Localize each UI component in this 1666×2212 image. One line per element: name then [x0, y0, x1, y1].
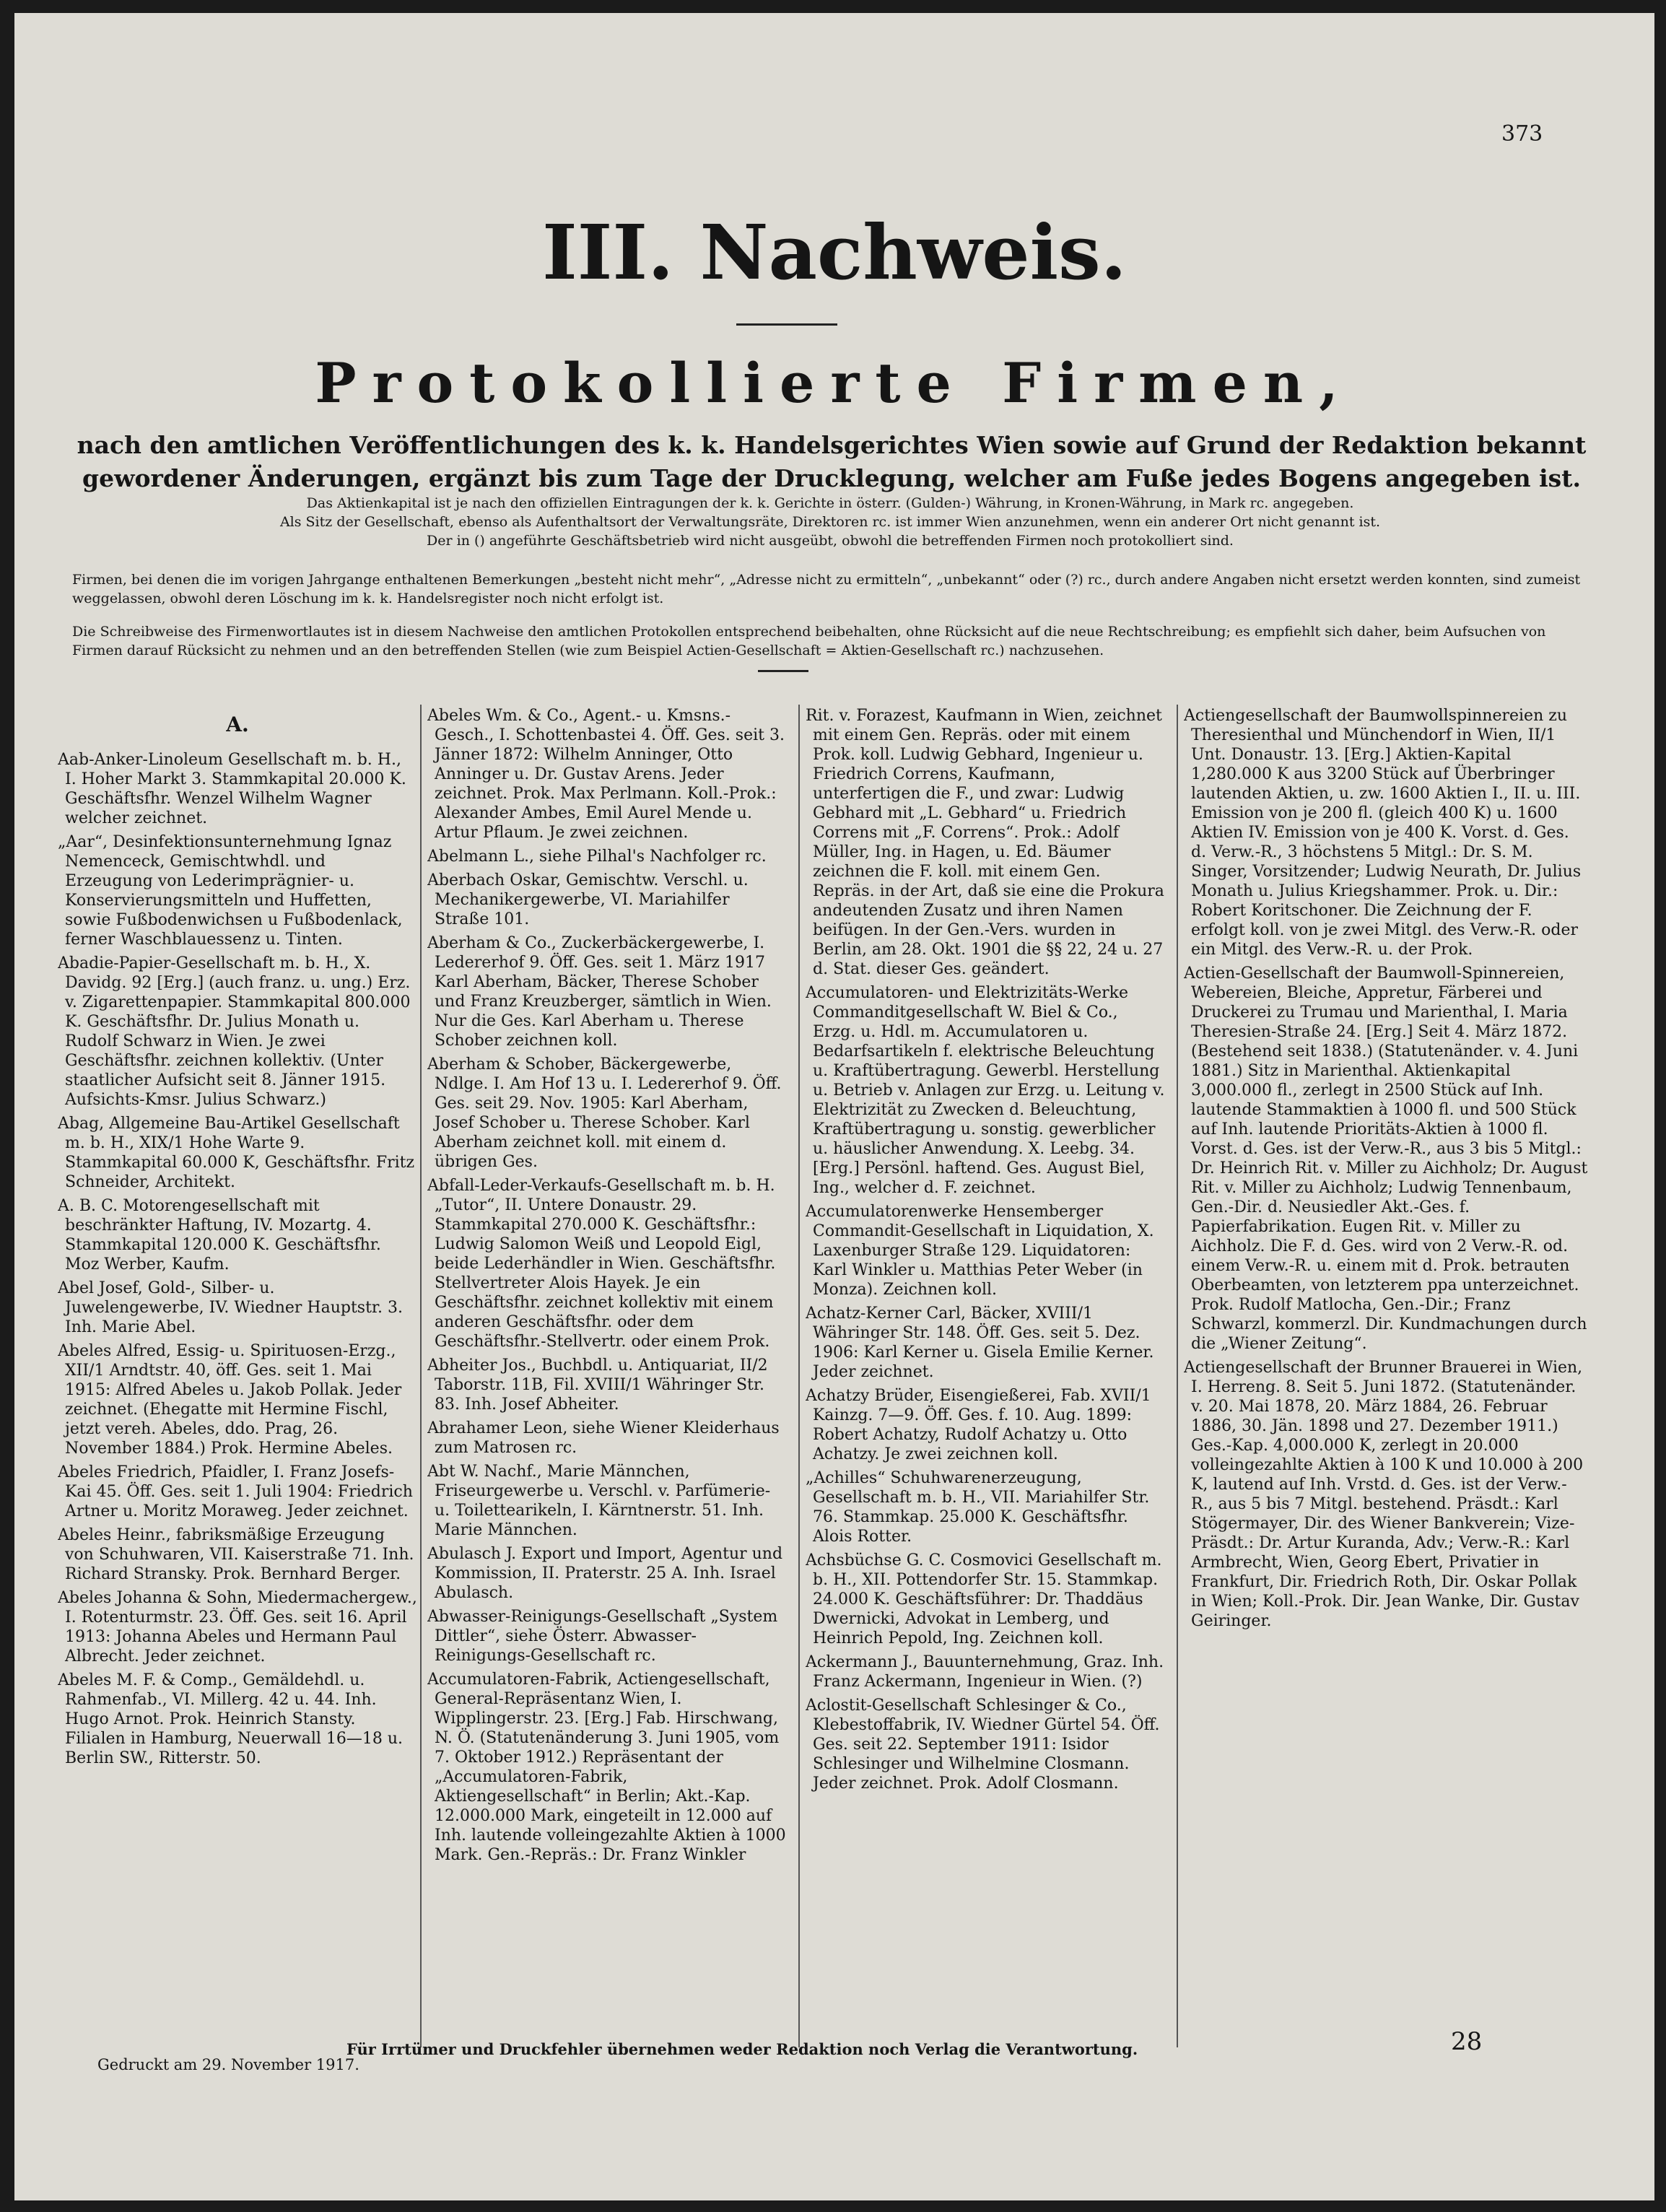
firm-entry: Abeles Wm. & Co., Agent.- u. Kmsns.-Gesch., I. Schottenbastei 4. Öff. Ges. seit 3. Jänner 1872: Wilhelm Anninger, Otto Anninger u. Dr. Gustav Arens. Jeder zeichnet. Prok. Max Perlmann. Koll.-Prok.: Alexander Ambes, Emil Aurel Mende u. Artur Pflaum. Je zwei zeichnen.	[427, 707, 785, 842]
firm-entry: Abulasch J. Export und Import, Agentur und Kommission, II. Praterstr. 25 A. Inh. Israel Abulasch.	[427, 1545, 783, 1602]
footer-disclaimer: Für Irrtümer und Druckfehler übernehmen weder Redaktion noch Verlag die Verantwortung.	[346, 2040, 1138, 2058]
firm-entry: Aberbach Oskar, Gemischtw. Verschl. u. Mechanikergewerbe, VI. Mariahilfer Straße 101.	[427, 871, 749, 928]
firm-entry: A. B. C. Motorengesellschaft mit beschränkter Haftung, IV. Mozartg. 4. Stammkapital 120.000 K. Geschäftsfhr. Moz Werber, Kaufm.	[58, 1197, 381, 1273]
firm-entry: Ackermann J., Bauunternehmung, Graz. Inh. Franz Ackermann, Ingenieur in Wien. (?)	[806, 1653, 1164, 1691]
note-line: Als Sitz der Gesellschaft, ebenso als Aufenthaltsort der Verwaltungsräte, Direktoren rc. ist immer Wien anzunehmen, wenn ein anderer Ort nicht genannt ist.	[279, 514, 1381, 530]
entries-column-2	[427, 706, 787, 2029]
firm-entry: Abeles Heinr., fabriksmäßige Erzeugung von Schuhwaren, VII. Kaiserstraße 71. Inh. Richard Stransky. Prok. Bernhard Berger.	[58, 1526, 414, 1583]
sheet-number: 28	[1451, 2027, 1483, 2056]
firm-entry: Abeles M. F. & Comp., Gemäldehdl. u. Rahmenfab., VI. Millerg. 42 u. 44. Inh. Hugo Arnot. Prok. Heinrich Stansty. Filialen in Hamburg, Neuerwall 16—18 u. Berlin SW., Ritterstr. 50.	[58, 1671, 404, 1767]
firm-entry: Abt W. Nachf., Marie Männchen, Friseurgewerbe u. Verschl. v. Parfümerie- u. Toilettearikeln, I. Kärntnerstr. 51. Inh. Marie Männchen.	[427, 1463, 771, 1539]
section-letter: A.	[226, 713, 249, 736]
page-number: 373	[1501, 121, 1543, 147]
entries-column-1	[58, 706, 417, 2029]
column-divider	[798, 705, 800, 2047]
firm-entry: Accumulatorenwerke Hensemberger Commandit-Gesellschaft in Liquidation, X. Laxenburger Straße 129. Liquidatoren: Karl Winkler u. Matthias Peter Weber (in Monza). Zeichnen koll.	[806, 1203, 1154, 1299]
firm-entry: Accumulatoren- und Elektrizitäts-Werke Commanditgesellschaft W. Biel & Co., Erzg. u. Hdl. m. Accumulatoren u. Bedarfsartikeln f. elektrische Beleuchtung u. Kraftübertragung. Gewerbl. Herstellung u. Betrieb v. Anlagen zur Erzg. u. Leitung v. Elektrizität zu Zwecken d. Beleuchtung, Kraftübertragung u. sonstig. gewerblicher u. häuslicher Anwendung. X. Leebg. 34. [Erg.] Persönl. haftend. Ges. August Biel, Ing., welcher d. F. zeichnet.	[806, 984, 1165, 1197]
section-rule	[758, 670, 808, 672]
page-title: III. Nachweis.	[542, 208, 1127, 297]
firm-entry: Abeles Alfred, Essig- u. Spirituosen-Erzg., XII/1 Arndtstr. 40, öff. Ges. seit 1. Mai 1915: Alfred Abeles u. Jakob Pollak. Jeder zeichnet. (Ehegatte mit Hermine Fischl, jetzt vereh. Abeles, ddo. Prag, 26. November 1884.) Prok. Hermine Abeles.	[58, 1342, 402, 1458]
entries-column-3	[806, 706, 1165, 2029]
note-line: Das Aktienkapital ist je nach den offiziellen Eintragungen der k. k. Gerichte in österr. (Gulden-) Währung, in Kronen-Währung, in Mark rc. angegeben.	[306, 495, 1354, 511]
firm-entry: Abadie-Papier-Gesellschaft m. b. H., X. Davidg. 92 [Erg.] (auch franz. u. ung.) Erz. v. Zigarettenpapier. Stammkapital 800.000 K. Geschäftsfhr. Dr. Julius Monath u. Rudolf Schwarz in Wien. Je zwei Geschäftsfhr. zeichnen kollektiv. (Unter staatlicher Aufsicht seit 8. Jänner 1915. Aufsichts-Kmsr. Julius Schwarz.)	[58, 954, 411, 1109]
column-divider	[1177, 705, 1178, 2047]
entries-column-4	[1184, 706, 1588, 2029]
document-page	[14, 13, 1654, 2200]
firm-entry: Aclostit-Gesellschaft Schlesinger & Co., Klebestoffabrik, IV. Wiedner Gürtel 54. Öff. Ges. seit 22. September 1911: Isidor Schlesinger und Wilhelmine Closmann. Jeder zeichnet. Prok. Adolf Closmann.	[806, 1697, 1160, 1793]
section-subtitle: Protokollierte Firmen,	[315, 351, 1354, 415]
firm-entry: Abrahamer Leon, siehe Wiener Kleiderhaus zum Matrosen rc.	[427, 1419, 780, 1457]
firm-entry: Abwasser-Reinigungs-Gesellschaft „System Dittler“, siehe Österr. Abwasser-Reinigungs-Gesellschaft rc.	[427, 1608, 778, 1665]
firm-entry: Aab-Anker-Linoleum Gesellschaft m. b. H., I. Hoher Markt 3. Stammkapital 20.000 K. Geschäftsfhr. Wenzel Wilhelm Wagner welcher zeichnet.	[58, 751, 406, 827]
firm-entry: „Aar“, Desinfektionsunternehmung Ignaz Nemenceck, Gemischtwhdl. und Erzeugung von Lederimprägnier- u. Konservierungsmitteln und Huffetten, sowie Fußbodenwichsen u Fußbodenlack, ferner Waschblauessenz u. Tinten.	[58, 833, 403, 949]
firm-entry: Actien-Gesellschaft der Baumwoll-Spinnereien, Webereien, Bleiche, Appretur, Färberei und Druckerei zu Trumau und Marienthal, I. Maria Theresien-Straße 24. [Erg.] Seit 4. März 1872. (Bestehend seit 1838.) (Statutenänder. v. 4. Juni 1881.) Sitz in Marienthal. Aktienkapital 3,000.000 fl., zerlegt in 2500 Stück auf Inh. lautende Stammaktien à 1000 fl. und 500 Stück auf Inh. lautende Prioritäts-Aktien à 1000 fl. Vorst. d. Ges. ist der Verw.-R., aus 3 bis 5 Mitgl.: Dr. Heinrich Rit. v. Miller zu Aichholz; Dr. August Rit. v. Miller zu Aichholz; Ludwig Tennenbaum, Gen.-Dir. d. Neusiedler Akt.-Ges. f. Papierfabrikation. Eugen Rit. v. Miller zu Aichholz. Die F. d. Ges. wird von 2 Verw.-R. od. einem Verw.-R. u. einem mit d. Prok. betrauten Oberbeamten, von letzterem ppa unterzeichnet. Prok. Rudolf Matlocha, Gen.-Dir.; Franz Schwarzl, kommerzl. Dir. Kundmachungen durch die „Wiener Zeitung“.	[1184, 965, 1588, 1353]
firm-entry: Rit. v. Forazest, Kaufmann in Wien, zeichnet mit einem Gen. Repräs. oder mit einem Prok. koll. Ludwig Gebhard, Ingenieur u. Friedrich Correns, Kaufmann, unterfertigen die F., und zwar: Ludwig Gebhard mit „L. Gebhard“ u. Friedrich Correns mit „F. Correns“. Prok.: Adolf Müller, Ing. in Hagen, u. Ed. Bäumer zeichnen die F. koll. mit einem Gen. Repräs. in der Art, daß sie eine die Prokura andeutenden Zusatz und ihren Namen beifügen. In der Gen.-Vers. wurden in Berlin, am 28. Okt. 1901 die §§ 22, 24 u. 27 d. Stat. dieser Ges. geändert.	[806, 707, 1164, 978]
firm-entry: Abeles Johanna & Sohn, Miedermachergew., I. Rotenturmstr. 23. Öff. Ges. seit 16. April 1913: Johanna Abeles und Hermann Paul Albrecht. Jeder zeichnet.	[58, 1589, 417, 1665]
editorial-notes	[101, 494, 1559, 550]
title-rule	[736, 323, 837, 326]
column-divider	[420, 705, 422, 2047]
note-omitted-firms: Firmen, bei denen die im vorigen Jahrgange enthaltenen Bemerkungen „besteht nicht mehr“, „Adresse nicht zu ermitteln“, „unbekannt“ oder (?) rc., durch andere Angaben nicht ersetzt werden konnten, sind zumeist weggelassen, obwohl deren Löschung im k. k. Handelsregister noch nicht erfolgt ist.	[72, 572, 1581, 606]
firm-entry: Actiengesellschaft der Baumwollspinnereien zu Theresienthal und Münchendorf in Wien, II/1 Unt. Donaustr. 13. [Erg.] Aktien-Kapital 1,280.000 K aus 3200 Stück auf Überbringer lautenden Aktien, u. zw. 1600 Aktien I., II. u. III. Emission von je 200 fl. (gleich 400 K) u. 1600 Aktien IV. Emission von je 400 K. Vorst. d. Ges. d. Verw.-R., 3 höchstens 5 Mitgl.: Dr. S. M. Singer, Vorsitzender; Ludwig Neurath, Dr. Julius Monath u. Julius Kriegshammer. Prok. u. Dir.: Robert Koritschoner. Die Zeichnung der F. erfolgt koll. von je zwei Mitgl. des Verw.-R. oder ein Mitgl. des Verw.-R. u. der Prok.	[1184, 707, 1582, 959]
firm-entry: Actiengesellschaft der Brunner Brauerei in Wien, I. Herreng. 8. Seit 5. Juni 1872. (Statutenänder. v. 20. Mai 1878, 20. März 1884, 26. Februar 1886, 30. Jän. 1898 und 27. Dezember 1911.) Ges.-Kap. 4,000.000 K, zerlegt in 20.000 volleingezahlte Aktien à 100 K und 10.000 à 200 K, lautend auf Inh. Vrstd. d. Ges. ist der Verw.-R., aus 5 bis 7 Mitgl. bestehend. Präsdt.: Karl Stögermayer, Dir. des Wiener Bankverein; Vize-Präsdt.: Dr. Artur Kuranda, Adv.; Verw.-R.: Karl Armbrecht, Wien, Georg Ebert, Privatier in Frankfurt, Dir. Friedrich Roth, Dir. Oskar Pollak in Wien; Koll.-Prok. Dir. Jean Wanke, Dir. Gustav Geiringer.	[1184, 1359, 1584, 1630]
firm-entry: Abeles Friedrich, Pfaidler, I. Franz Josefs-Kai 45. Öff. Ges. seit 1. Juli 1904: Friedrich Artner u. Moritz Moraweg. Jeder zeichnet.	[58, 1463, 413, 1520]
note-spelling: Die Schreibweise des Firmenwortlautes ist in diesem Nachweise den amtlichen Protokollen entsprechend beibehalten, ohne Rücksicht auf die neue Rechtschreibung; es empfiehlt sich daher, beim Aufsuchen von Firmen darauf Rücksicht zu nehmen und an den betreffenden Stellen (wie zum Beispiel Actien-Gesellschaft = Aktien-Gesellschaft rc.) nachzusehen.	[72, 624, 1546, 658]
intro-text: nach den amtlichen Veröffentlichungen des k. k. Handelsgerichtes Wien sowie auf Grund der Redaktion bekannt gewordener Änderungen, ergänzt bis zum Tage der Drucklegung, welcher am Fuße jedes Bogens angegeben ist.	[77, 431, 1587, 492]
firm-entry: Abheiter Jos., Buchbdl. u. Antiquariat, II/2 Taborstr. 11B, Fil. XVIII/1 Währinger Str. 83. Inh. Josef Abheiter.	[427, 1357, 768, 1414]
note-line: Der in () angeführte Geschäftsbetrieb wird nicht ausgeübt, obwohl die betreffenden Firmen noch protokolliert sind.	[427, 533, 1234, 549]
firm-entry: Abfall-Leder-Verkaufs-Gesellschaft m. b. H. „Tutor“, II. Untere Donaustr. 29. Stammkapital 270.000 K. Geschäftsfhr.: Ludwig Salomon Weiß und Leopold Eigl, beide Lederhändler in Wien. Geschäftsfhr. Stellvertreter Alois Hayek. Je ein Geschäftsfhr. zeichnet kollektiv mit einem anderen Geschäftsfhr. oder dem Geschäftsfhr.-Stellvertr. oder einem Prok.	[427, 1177, 776, 1351]
firm-entry: Accumulatoren-Fabrik, Actiengesellschaft, General-Repräsentanz Wien, I. Wipplingerstr. 23. [Erg.] Fab. Hirschwang, N. Ö. (Statutenänderung 3. Juni 1905, vom 7. Oktober 1912.) Repräsentant der „Accumulatoren-Fabrik, Aktiengesellschaft“ in Berlin; Akt.-Kap. 12.000.000 Mark, eingeteilt in 12.000 auf Inh. lautende volleingezahlte Aktien à 1000 Mark. Gen.-Repräs.: Dr. Franz Winkler	[427, 1671, 786, 1864]
firm-entry: Aberham & Schober, Bäckergewerbe, Ndlge. I. Am Hof 13 u. I. Ledererhof 9. Öff. Ges. seit 29. Nov. 1905: Karl Aberham, Josef Schober u. Therese Schober. Karl Aberham zeichnet koll. mit einem d. übrigen Ges.	[427, 1055, 782, 1171]
firm-entry: Abel Josef, Gold-, Silber- u. Juwelengewerbe, IV. Wiedner Hauptstr. 3. Inh. Marie Abel.	[58, 1279, 404, 1336]
firm-entry: Aberham & Co., Zuckerbäckergewerbe, I. Ledererhof 9. Öff. Ges. seit 1. März 1917 Karl Aberham, Bäcker, Therese Schober und Franz Kreuzberger, sämtlich in Wien. Nur die Ges. Karl Aberham u. Therese Schober zeichnen koll.	[427, 934, 772, 1050]
print-date: Gedruckt am 29. November 1917.	[97, 2056, 359, 2073]
firm-entry: Achatzy Brüder, Eisengießerei, Fab. XVII/1 Kainzg. 7—9. Öff. Ges. f. 10. Aug. 1899: Robert Achatzy, Rudolf Achatzy u. Otto Achatzy. Je zwei zeichnen koll.	[806, 1387, 1151, 1463]
firm-entry: Achsbüchse G. C. Cosmovici Gesellschaft m. b. H., XII. Pottendorfer Str. 15. Stammkap. 24.000 K. Geschäftsführer: Dr. Thaddäus Dwernicki, Advokat in Lemberg, und Heinrich Pepold, Ing. Zeichnen koll.	[806, 1551, 1162, 1647]
firm-entry: Achatz-Kerner Carl, Bäcker, XVIII/1 Währinger Str. 148. Öff. Ges. seit 5. Dez. 1906: Karl Kerner u. Gisela Emilie Kerner. Jeder zeichnet.	[806, 1305, 1154, 1381]
firm-entry: „Achilles“ Schuhwarenerzeugung, Gesellschaft m. b. H., VII. Mariahilfer Str. 76. Stammkap. 25.000 K. Geschäftsfhr. Alois Rotter.	[806, 1469, 1150, 1546]
firm-entry: Abag, Allgemeine Bau-Artikel Gesellschaft m. b. H., XIX/1 Hohe Warte 9. Stammkapital 60.000 K, Geschäftsfhr. Fritz Schneider, Architekt.	[58, 1115, 415, 1191]
firm-entry: Abelmann L., siehe Pilhal's Nachfolger rc.	[427, 848, 767, 866]
